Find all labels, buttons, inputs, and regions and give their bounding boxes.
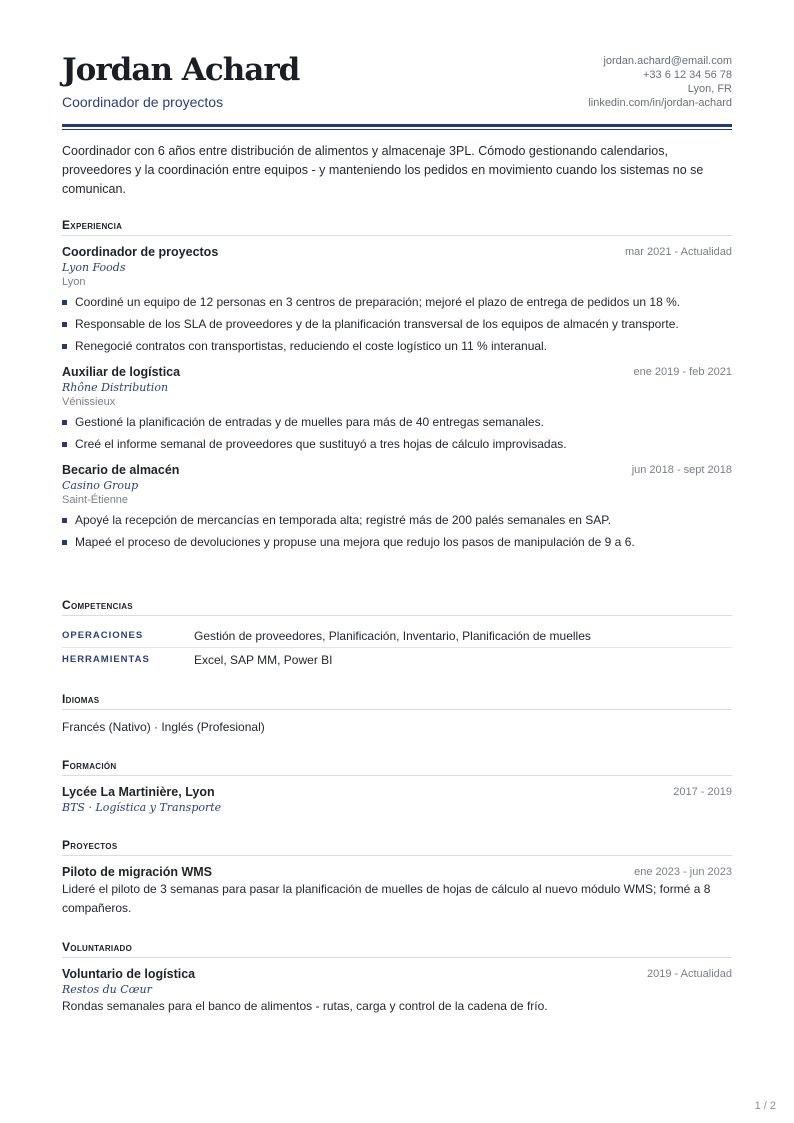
job-location: Vénissieux [62,396,116,408]
skill-value: Gestión de proveedores, Planificación, Inventario, Planificación de muelles [194,628,591,643]
bullet-item: Coordiné un equipo de 12 personas en 3 centros de preparación; mejoré el plazo de entrega de pedidos un 18 %. [62,291,732,313]
job-title: Becario de almacén [62,463,180,477]
job-title: Coordinador de proyectos [62,245,219,259]
contact-email[interactable]: jordan.achard@email.com [603,55,732,67]
resume-header [62,52,732,122]
job-company: Lyon Foods [62,261,126,274]
bullet-item: Mapeé el proceso de devoluciones y propuse una mejora que redujo los pasos de manipulación de 9 a 6. [62,531,732,553]
bullet-item: Responsable de los SLA de proveedores y de la planificación transversal de los equipos de almacén y transporte. [62,313,732,335]
job-company: Casino Group [62,479,139,492]
job-company: Rhône Distribution [62,381,169,394]
job-entry [62,463,732,553]
bullet-item: Renegocié contratos con transportistas, reduciendo el coste logístico un 11 % interanual. [62,335,732,357]
candidate-role: Coordinador de proyectos [62,94,224,110]
job-title: Auxiliar de logística [62,365,181,379]
skill-label: OPERACIONES [62,630,144,641]
experience-section [62,218,732,553]
skill-row [62,648,732,671]
project-date: ene 2023 - jun 2023 [634,866,732,878]
volunteer-section [62,940,732,1016]
job-location: Lyon [62,276,86,288]
languages-text: Francés (Nativo) · Inglés (Profesional) [62,720,265,734]
volunteer-description: Rondas semanales para el banco de alimentos - rutas, carga y control de la cadena de frío. [62,999,548,1013]
bullet-item: Apoyé la recepción de mercancías en temporada alta; registré más de 200 palés semanales en SAP. [62,509,732,531]
header-divider-thin [62,129,732,130]
section-title: Proyectos [62,838,732,856]
contact-phone: +33 6 12 34 56 78 [643,69,732,81]
section-title: Experiencia [62,218,732,236]
job-date: jun 2018 - sept 2018 [631,464,732,476]
languages-section [62,692,732,737]
section-title: Formación [62,758,732,776]
section-title: Idiomas [62,692,732,710]
volunteer-role: Voluntario de logística [62,967,196,981]
section-title: Competencias [62,598,732,616]
project-description: Lideré el piloto de 3 semanas para pasar la planificación de muelles de hojas de cálculo al nuevo módulo WMS; formé a 8 compañeros. [62,882,711,915]
section-title: Voluntariado [62,940,732,958]
profile-summary: Coordinador con 6 años entre distribución de alimentos y almacenaje 3PL. Cómodo gestionando calendarios, proveedores y la coordinación entre equipos - y manteniendo los pedidos en movimiento cuando los sistemas no se comunican. [62,144,704,196]
job-date: ene 2019 - feb 2021 [633,366,732,378]
contact-location: Lyon, FR [687,83,732,95]
project-name: Piloto de migración WMS [62,865,213,879]
skill-value: Excel, SAP MM, Power BI [194,652,333,667]
school-name: Lycée La Martinière, Lyon [62,785,215,799]
education-entry [62,785,732,814]
page-number: 1 / 2 [754,1100,776,1112]
volunteer-date: 2019 - Actualidad [646,968,732,980]
bullet-item: Gestioné la planificación de entradas y de muelles para más de 40 entregas semanales. [62,411,732,433]
header-divider-thick [62,124,732,127]
job-bullets [62,509,732,553]
skill-label: HERRAMIENTAS [62,654,150,665]
job-bullets [62,411,732,455]
bullet-item: Creé el informe semanal de proveedores que sustituyó a tres hojas de cálculo improvisadas. [62,433,732,455]
degree-name: BTS · Logística y Transporte [62,801,222,814]
candidate-name: Jordan Achard [62,52,300,88]
resume-page [62,52,732,122]
volunteer-org: Restos du Cœur [62,983,152,996]
contact-linkedin[interactable]: linkedin.com/in/jordan-achard [588,97,732,109]
job-entry [62,245,732,357]
skills-section [62,598,732,671]
education-date: 2017 - 2019 [673,786,732,798]
job-location: Saint-Étienne [62,494,129,506]
job-date: mar 2021 - Actualidad [624,246,732,258]
volunteer-entry [62,967,732,1016]
contact-block [588,54,732,110]
job-bullets [62,291,732,357]
education-section [62,758,732,814]
project-entry [62,865,732,918]
skills-table [62,624,732,671]
skill-row [62,624,732,648]
projects-section [62,838,732,918]
job-entry [62,365,732,455]
